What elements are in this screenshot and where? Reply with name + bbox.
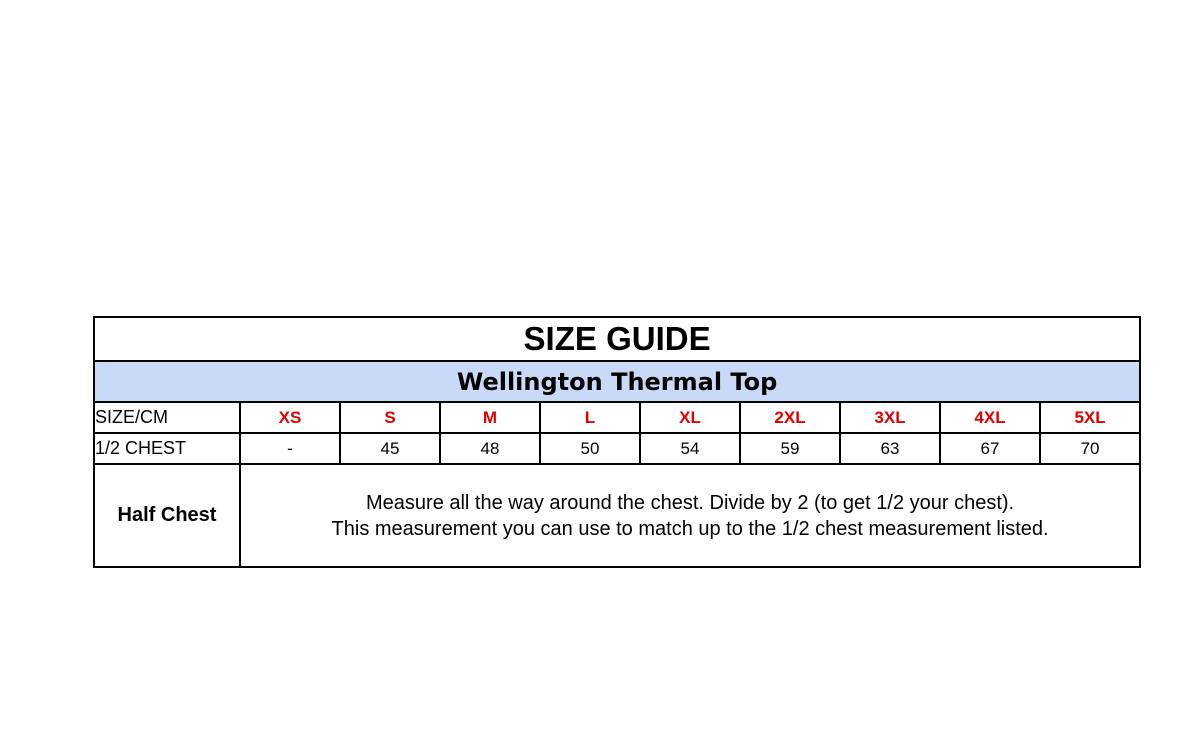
product-row (94, 361, 1140, 402)
title-row (94, 317, 1140, 361)
chest-value: 67 (940, 433, 1040, 464)
chest-value: - (240, 433, 340, 464)
chest-value: 54 (640, 433, 740, 464)
size-label: 5XL (1040, 402, 1140, 433)
chest-value: 63 (840, 433, 940, 464)
size-label: M (440, 402, 540, 433)
chest-value: 59 (740, 433, 840, 464)
chest-row-label: 1/2 CHEST (94, 433, 240, 464)
product-name: Wellington Thermal Top (94, 361, 1140, 402)
chest-value: 48 (440, 433, 540, 464)
size-label: XS (240, 402, 340, 433)
chest-value: 50 (540, 433, 640, 464)
chest-row (94, 433, 1140, 464)
size-guide-title: SIZE GUIDE (94, 317, 1140, 361)
size-label: L (540, 402, 640, 433)
size-label: 4XL (940, 402, 1040, 433)
chest-value: 70 (1040, 433, 1140, 464)
size-row-label: SIZE/CM (94, 402, 240, 433)
size-label: S (340, 402, 440, 433)
size-label: 3XL (840, 402, 940, 433)
instruction-line: This measurement you can use to match up to the 1/2 chest measurement listed. (331, 517, 1049, 540)
size-row (94, 402, 1140, 433)
chest-value: 45 (340, 433, 440, 464)
instructions-row (94, 464, 1140, 567)
instruction-line: Measure all the way around the chest. Divide by 2 (to get 1/2 your chest). (366, 491, 1015, 514)
size-label: 2XL (740, 402, 840, 433)
half-chest-label: Half Chest (94, 464, 240, 567)
measurement-instructions (240, 464, 1140, 567)
size-label: XL (640, 402, 740, 433)
size-guide-table (93, 316, 1141, 568)
